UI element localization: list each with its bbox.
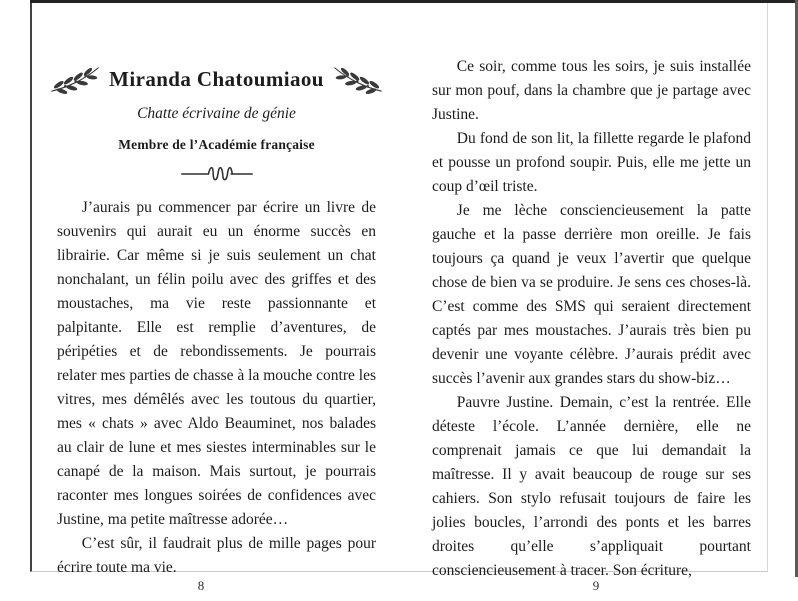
paragraph: C’est sûr, il faudrait plus de mille pages pour écrire toute ma vie. (57, 535, 376, 576)
chapter-subtitle: Chatte écrivaine de génie (137, 105, 296, 122)
chapter-affiliation: Membre de l’Académie française (118, 137, 315, 152)
paragraph: J’aurais pu commencer par écrire un livre de souvenirs qui aurait eu un énorme succès en librairie. Car même si je suis seulement un chat nonchalant, un félin poilu avec des griffes et des moustaches, ma vie reste passionnante et palpitante. Elle est remplie d’aventures, de péripéties et de rebondissements. Je pourrais relater mes parties de chasse à la mouche contre les vitres, mes démêlés avec les toutous du quartier, mes « chats » avec Aldo Beauminet, nos balades au clair de lune et mes siestes interminables sur le canapé de la maison. Mais surtout, je pourrais raconter mes longues soirées de confidences avec Justine, ma petite maîtresse adorée… (57, 199, 376, 528)
chapter-header (57, 61, 376, 188)
olive-branch-right-icon (332, 62, 384, 96)
right-page-body (432, 55, 751, 583)
paragraph: Du fond de son lit, la fillette regarde le plafond et pousse un profond soupir. Puis, elle me jette un coup d’œil triste. (432, 130, 751, 195)
page-right (402, 3, 767, 579)
page-number-left: 8 (197, 578, 205, 593)
scribble-vine-divider-icon (57, 165, 376, 188)
chapter-title-row (57, 61, 376, 97)
left-page-body (57, 196, 376, 580)
paragraph: Je me lèche consciencieusement la patte gauche et la passe derrière mon oreille. Je fais toujours ça quand je veux l’avertir que quelque chose de bien va se produire. Je sens ces choses-là. C’est comme des SMS qui seraient directement captés par mes moustaches. J’aurais très bien pu devenir une voyante célèbre. J’aurais prédit avec succès l’avenir aux grandes stars du show-biz… (432, 202, 751, 387)
book-spread (30, 3, 768, 579)
paragraph: Pauvre Justine. Demain, c’est la rentrée. Elle déteste l’école. L’année dernière, elle ne comprenait jamais ce que lui demandait la maîtresse. Il y avait beaucoup de rouge sur ses cahiers. Son stylo refusait toujours de faire les jolies boucles, l’arrondi des ponts et les barres droites qu’elle s’appliquait pourtant consciencieusement à tracer. Son écriture, (432, 394, 751, 579)
olive-branch-left-icon (49, 62, 101, 96)
chapter-title: Miranda Chatoumiaou (109, 66, 324, 91)
page-number-right: 9 (592, 578, 600, 593)
page-left (32, 3, 402, 576)
paragraph: Ce soir, comme tous les soirs, je suis installée sur mon pouf, dans la chambre que je partage avec Justine. (432, 58, 751, 123)
